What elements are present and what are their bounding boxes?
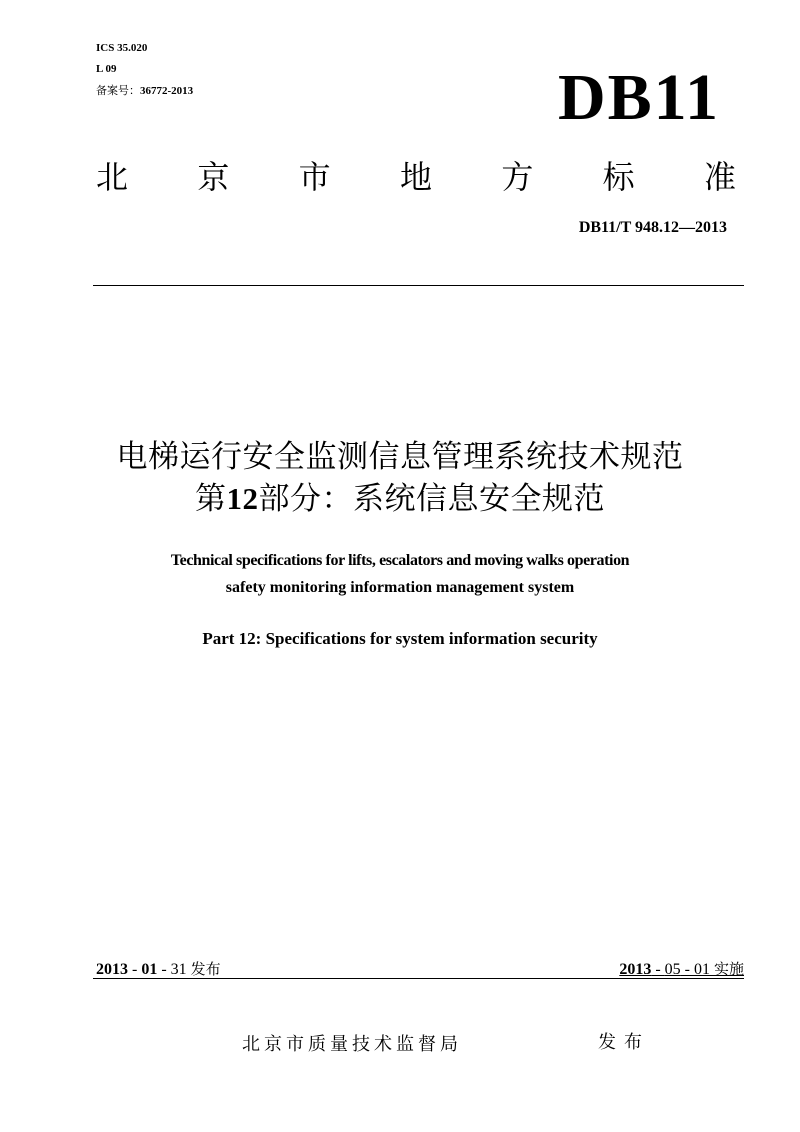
- standard-number: DB11/T 948.12—2013: [578, 219, 727, 236]
- record-value: 36772-2013: [140, 85, 194, 97]
- standard-type-char: 市: [298, 158, 331, 196]
- record-label: 备案号：: [96, 84, 140, 97]
- issue-year: 2013: [96, 961, 128, 978]
- issue-day: 31: [170, 961, 187, 978]
- chinese-title-prefix: 第: [195, 481, 227, 517]
- standard-type-char: 方: [501, 158, 534, 196]
- impl-year: 2013: [619, 961, 652, 978]
- standard-type-title: [96, 155, 736, 199]
- impl-month: 05: [664, 961, 681, 978]
- header-divider: [93, 285, 744, 286]
- chinese-title-line-2: [0, 478, 800, 520]
- impl-day: 01: [693, 961, 710, 978]
- issuing-authority: 北京市质量技术监督局: [242, 1034, 462, 1055]
- standard-type-char: 北: [96, 158, 129, 196]
- standard-type-char: 标: [602, 158, 635, 196]
- part-number: 12: [226, 481, 259, 516]
- implementation-date: 2013 - 05 - 01 实施: [619, 960, 744, 978]
- chinese-title-line-1: 电梯运行安全监测信息管理系统技术规范: [116, 439, 684, 475]
- standard-type-char: 地: [399, 158, 432, 196]
- issue-action: 发布: [598, 1032, 650, 1053]
- english-title-line-1: Technical specifications for lifts, escalators and moving walks operation: [170, 552, 630, 569]
- record-number: [96, 84, 193, 98]
- standard-type-char: 准: [703, 158, 736, 196]
- issue-label: 发布: [190, 960, 221, 978]
- db-code: DB11: [557, 61, 720, 134]
- english-title-line-2: safety monitoring information management system: [225, 579, 575, 596]
- chinese-title-suffix: 部分：系统信息安全规范: [258, 481, 605, 517]
- standard-type-char: 京: [197, 158, 230, 196]
- english-part-title: Part 12: Specifications for system information security: [202, 629, 598, 648]
- ics-code: ICS 35.020: [96, 42, 148, 54]
- issue-date: 2013 - 01 - 31 发布: [96, 960, 221, 978]
- classification-code: L 09: [96, 63, 117, 75]
- issue-month: 01: [141, 961, 158, 978]
- footer-divider: [93, 978, 744, 979]
- impl-label: 实施: [713, 960, 744, 978]
